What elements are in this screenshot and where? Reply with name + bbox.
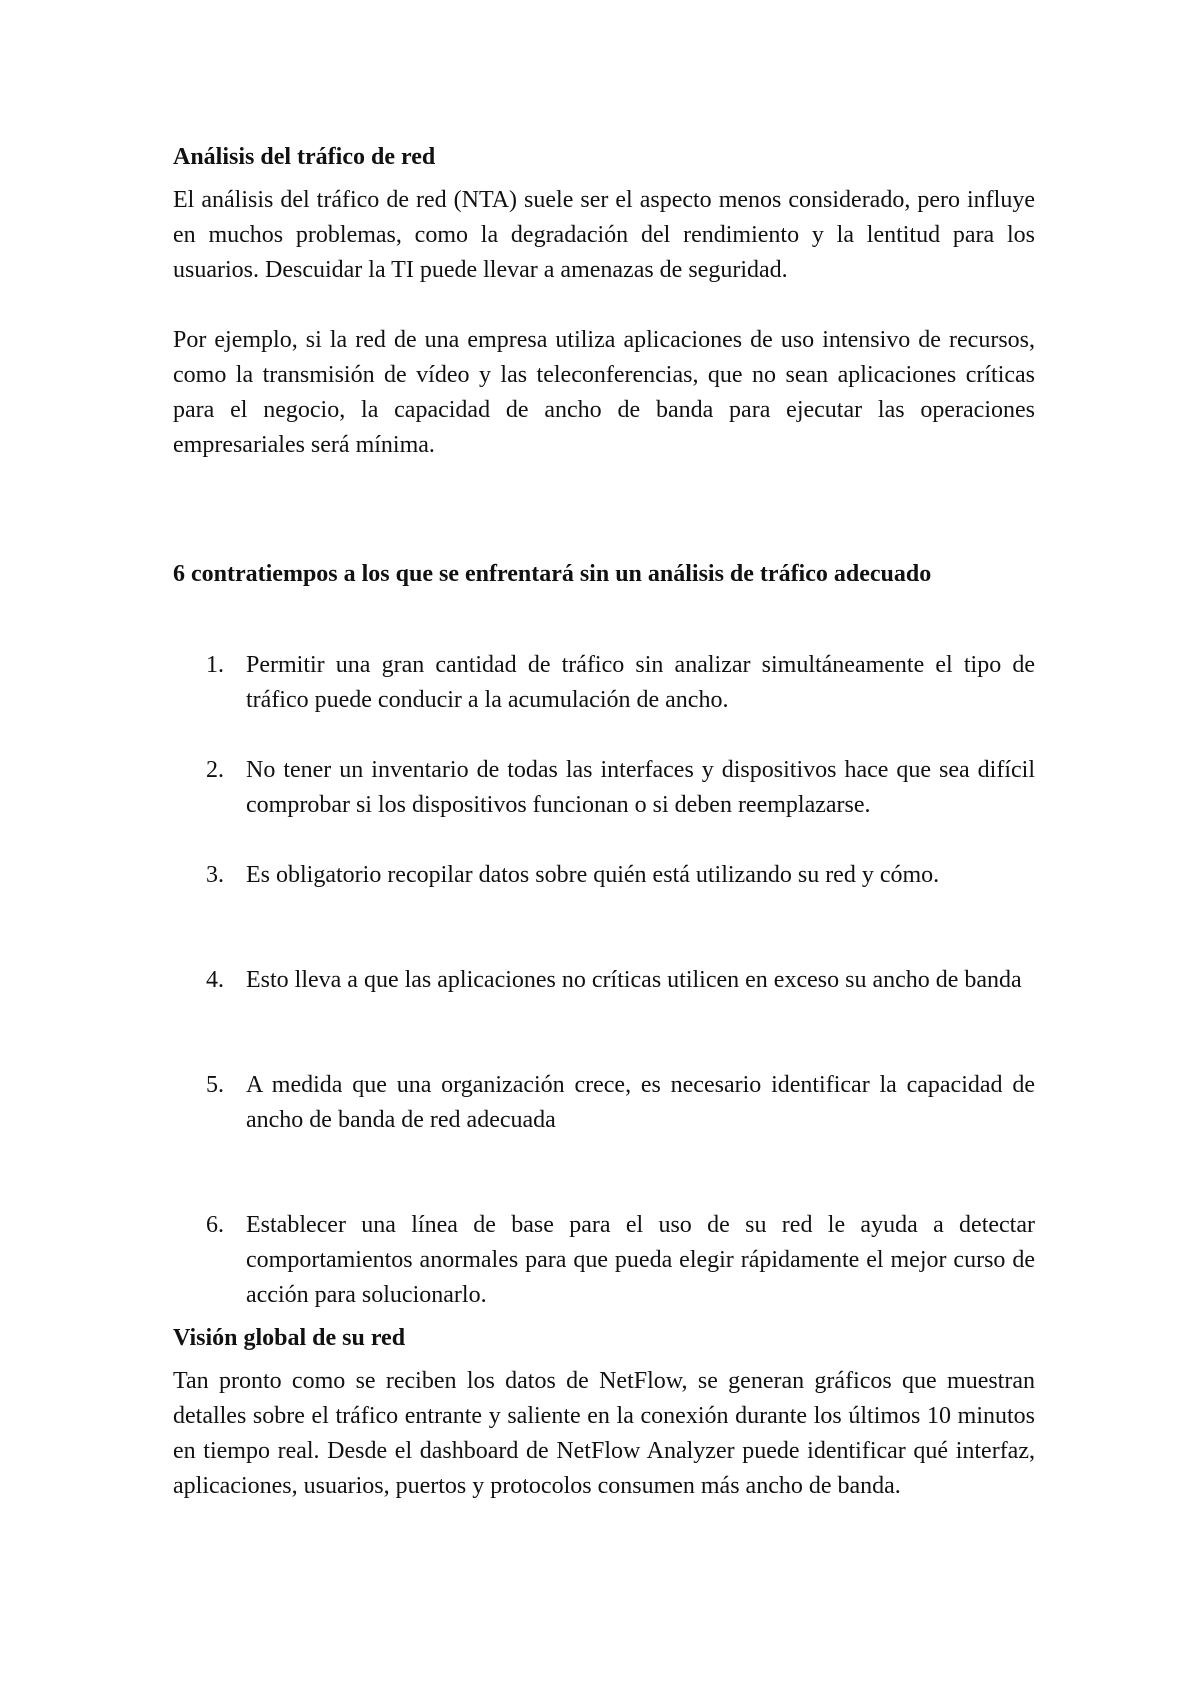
list-item-text: Es obligatorio recopilar datos sobre quién está utilizando su red y cómo. — [246, 862, 940, 888]
list-item-number: 3. — [206, 862, 224, 888]
list-item-number: 6. — [206, 1212, 224, 1238]
section-title-contratiempos: 6 contratiempos a los que se enfrentará sin un análisis de tráfico adecuado — [173, 561, 932, 587]
list-item-number: 5. — [206, 1072, 224, 1098]
list-item-text: Permitir una gran cantidad de tráfico sin analizar simultáneamente el tipo de tráfico puede conducir a la acumulación de ancho. — [246, 652, 1035, 713]
list-item-number: 2. — [206, 757, 224, 783]
section-title-analisis: Análisis del tráfico de red — [173, 144, 436, 170]
paragraph-ejemplo: Por ejemplo, si la red de una empresa utiliza aplicaciones de uso intensivo de recursos, como la transmisión de vídeo y las teleconferencias, que no sean aplicaciones críticas para el negocio, la capacidad de ancho de banda para ejecutar las operaciones empresariales será mínima. — [173, 327, 1035, 458]
section-title-vision-global: Visión global de su red — [173, 1325, 406, 1351]
list-item-text: A medida que una organización crece, es necesario identificar la capacidad de ancho de banda de red adecuada — [246, 1072, 1035, 1133]
list-item-number: 1. — [206, 652, 224, 678]
list-item-text: Establecer una línea de base para el uso de su red le ayuda a detectar comportamientos anormales para que pueda elegir rápidamente el mejor curso de acción para solucionarlo. — [246, 1212, 1035, 1308]
paragraph-nta-intro: El análisis del tráfico de red (NTA) suele ser el aspecto menos considerado, pero influye en muchos problemas, como la degradación del rendimiento y la lentitud para los usuarios. Descuidar la TI puede llevar a amenazas de seguridad. — [173, 187, 1035, 283]
paragraph-netflow: Tan pronto como se reciben los datos de NetFlow, se generan gráficos que muestran detalles sobre el tráfico entrante y saliente en la conexión durante los últimos 10 minutos en tiempo real. Desde el dashboard de NetFlow Analyzer puede identificar qué interfaz, aplicaciones, usuarios, puertos y protocolos consumen más ancho de banda. — [173, 1368, 1035, 1499]
list-item-text: Esto lleva a que las aplicaciones no críticas utilicen en exceso su ancho de banda — [246, 967, 1022, 993]
list-item-text: No tener un inventario de todas las interfaces y dispositivos hace que sea difícil comprobar si los dispositivos funcionan o si deben reemplazarse. — [246, 757, 1035, 818]
list-item-number: 4. — [206, 967, 224, 993]
